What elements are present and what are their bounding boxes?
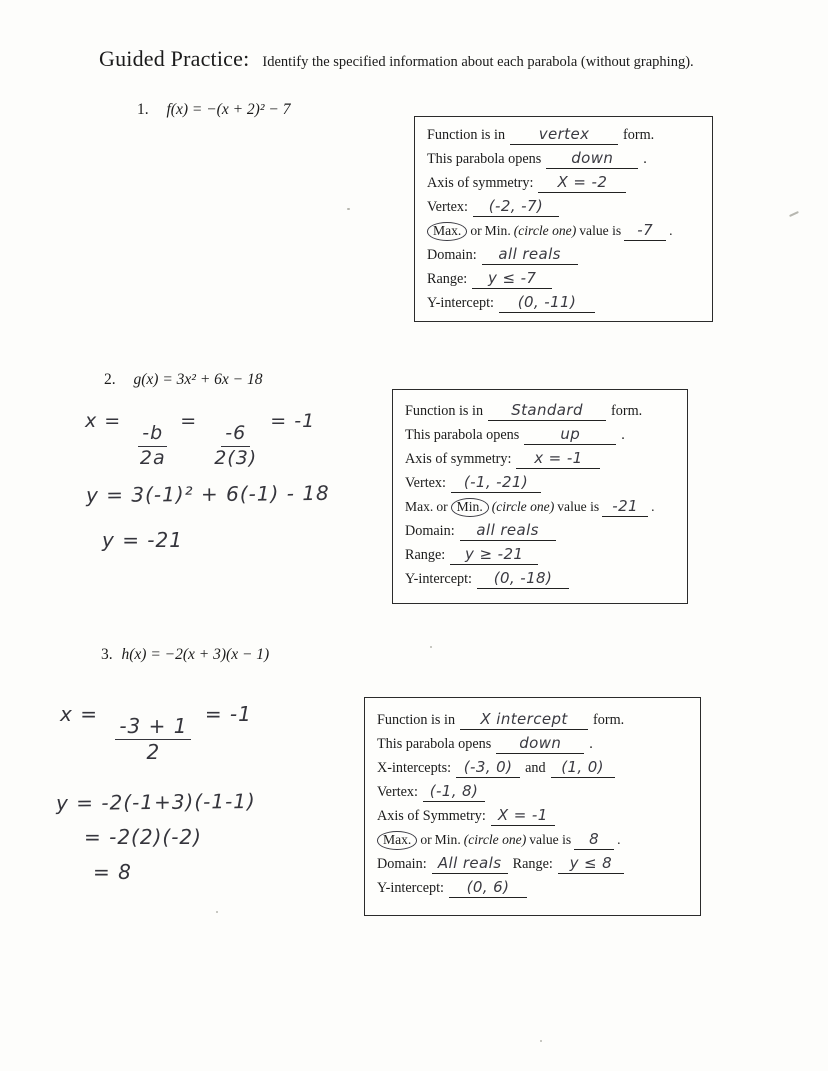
problem-2-work-line-3 [102,528,183,552]
and-label: and [525,760,546,776]
axis-answer: x = -1 [516,449,600,469]
max-min-row [405,497,675,521]
problem-3-work-line-1 [60,702,252,763]
answer-box-3 [364,697,701,916]
min-label-circled: Min. [451,498,489,517]
fraction [138,424,167,469]
problem-2-heading [104,371,263,389]
period: . [643,151,647,167]
axis-row [377,806,688,830]
x-intercept-2-answer: (1, 0) [551,758,615,778]
problem-3-work-line-3 [84,825,202,849]
form-answer: Standard [488,401,606,421]
value-answer: -7 [624,221,666,241]
problem-1-heading [137,101,290,119]
y-intercept-row [427,293,700,317]
problem-2-equation: g(x) = 3x² + 6x − 18 [133,371,263,388]
page-subtitle: Identify the specified information about each parabola (without graphing). [262,54,694,70]
opens-label: This parabola opens [405,427,520,443]
work-text: y = -2(-1+3)(-1-1) [55,788,256,816]
problem-2-number: 2. [104,371,116,388]
work-text: x = [85,410,122,432]
circle-one-label: (circle one) [491,499,555,514]
vertex-label: Vertex: [427,199,468,215]
max-label-circled: Max. [427,222,467,241]
work-text: y = 3(-1)² + 6(-1) - 18 [85,480,330,508]
fraction-numerator: -3 + 1 [115,716,191,740]
fraction-numerator: -b [138,424,167,447]
problem-3-work-line-4 [93,860,132,884]
max-min-row [377,830,688,854]
problem-3-equation: h(x) = −2(x + 3)(x − 1) [121,646,270,663]
fraction-denominator: 2 [146,740,161,764]
value-is-label: value is [529,832,572,847]
range-row [427,269,700,293]
domain-row [427,245,700,269]
problem-1-number: 1. [137,101,149,118]
period: . [669,223,673,238]
domain-label: Domain: [427,247,477,263]
vertex-label: Vertex: [405,475,446,491]
problem-1-equation: f(x) = −(x + 2)² − 7 [166,101,291,118]
problem-2-work-line-2 [86,481,330,507]
scan-artifact [789,211,799,217]
period: . [589,736,593,752]
vertex-row [377,782,688,806]
work-text: x = [60,702,98,726]
max-label: Max. [405,499,434,514]
work-text: = [180,410,198,432]
opens-row [405,425,675,449]
y-intercept-label: Y-intercept: [377,880,444,896]
period: . [621,427,625,443]
fraction-denominator: 2a [139,446,166,469]
form-label: Function is in [405,403,484,419]
answer-box-2 [392,389,688,604]
scan-artifact [540,1040,542,1042]
range-label: Range: [427,271,468,287]
range-answer: y ≥ -21 [450,545,538,565]
value-is-label: value is [557,499,600,514]
domain-answer: all reals [482,245,578,265]
worksheet-header [99,46,694,72]
answer-box-1 [414,116,713,322]
y-intercept-answer: (0, -18) [477,569,569,589]
form-answer: vertex [510,125,618,145]
scan-artifact [347,208,350,210]
value-is-label: value is [579,223,622,238]
axis-label: Axis of symmetry: [405,451,512,467]
work-text: y = -21 [102,528,183,552]
problem-3-number: 3. [101,646,113,663]
domain-row [405,521,675,545]
vertex-answer: (-2, -7) [473,197,559,217]
min-label: Min. [484,223,511,238]
vertex-row [427,197,700,221]
opens-answer: down [546,149,638,169]
y-intercept-label: Y-intercept: [405,571,472,587]
circle-one-label: (circle one) [463,832,527,847]
y-intercept-row [405,569,675,593]
work-text: = 8 [93,860,132,884]
range-label: Range: [512,856,553,872]
or-label: or [420,832,432,847]
vertex-label: Vertex: [377,784,418,800]
max-min-row [427,221,700,245]
work-text: = -2(2)(-2) [84,825,202,849]
y-intercept-row [377,878,688,902]
fraction [115,716,191,763]
y-intercept-answer: (0, -11) [499,293,595,313]
fraction-numerator: -6 [221,424,250,447]
value-answer: 8 [574,830,614,850]
domain-answer: All reals [432,854,508,874]
domain-label: Domain: [405,523,455,539]
or-label: or [470,223,482,238]
axis-row [427,173,700,197]
opens-answer: up [524,425,616,445]
problem-2-work-line-1 [85,410,315,469]
domain-answer: all reals [460,521,556,541]
vertex-answer: (-1, 8) [423,782,485,802]
form-suffix: form. [611,403,643,419]
page-title: Guided Practice: [99,46,250,71]
opens-row [427,149,700,173]
fraction [214,424,257,469]
form-suffix: form. [623,127,655,143]
x-intercept-1-answer: (-3, 0) [456,758,520,778]
form-answer: X intercept [460,710,588,730]
scan-artifact [216,911,218,913]
period: . [617,832,621,847]
domain-label: Domain: [377,856,427,872]
max-label-circled: Max. [377,831,417,850]
range-answer: y ≤ 8 [558,854,624,874]
problem-3-work-line-2 [56,789,256,815]
form-row [427,125,700,149]
work-text: = -1 [204,702,252,726]
or-label: or [436,499,448,514]
range-label: Range: [405,547,446,563]
opens-answer: down [496,734,584,754]
circle-one-label: (circle one) [513,223,577,238]
vertex-row [405,473,675,497]
period: . [651,499,655,514]
value-answer: -21 [602,497,648,517]
domain-range-row [377,854,688,878]
y-intercept-answer: (0, 6) [449,878,527,898]
opens-label: This parabola opens [377,736,492,752]
form-label: Function is in [377,712,456,728]
range-answer: y ≤ -7 [472,269,552,289]
axis-row [405,449,675,473]
range-row [405,545,675,569]
axis-label: Axis of symmetry: [427,175,534,191]
y-intercept-label: Y-intercept: [427,295,494,311]
x-intercepts-label: X-intercepts: [377,760,452,776]
form-row [405,401,675,425]
opens-label: This parabola opens [427,151,542,167]
form-suffix: form. [593,712,625,728]
opens-row [377,734,688,758]
form-label: Function is in [427,127,506,143]
form-row [377,710,688,734]
work-text: = -1 [270,410,316,432]
min-label: Min. [434,832,461,847]
axis-answer: X = -2 [538,173,626,193]
vertex-answer: (-1, -21) [451,473,541,493]
x-intercepts-row [377,758,688,782]
fraction-denominator: 2(3) [214,446,258,469]
scan-artifact [430,646,432,648]
axis-label: Axis of Symmetry: [377,808,486,824]
axis-answer: X = -1 [491,806,555,826]
problem-3-heading [101,646,269,664]
